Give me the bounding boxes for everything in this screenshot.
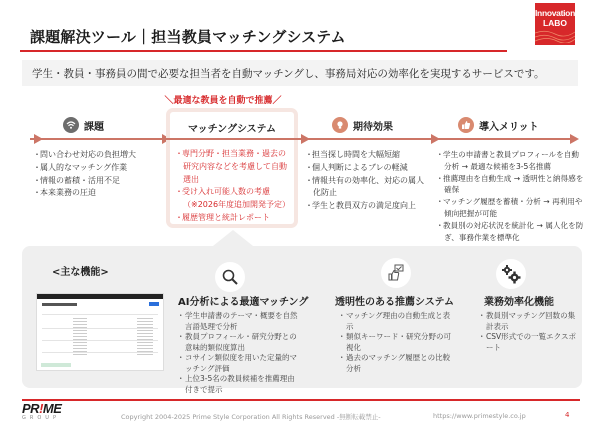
list-item: ・ 情報の蓄積・活用不足 bbox=[33, 175, 163, 188]
column-title: 導入メリット bbox=[479, 121, 539, 133]
list-item: ・ 教員別マッチング回数の集計表示 bbox=[477, 311, 577, 332]
column-title: 期待効果 bbox=[353, 121, 393, 133]
list-item: ・ 問い合わせ対応の負担増大 bbox=[33, 149, 163, 162]
wave-decoration-icon bbox=[535, 27, 575, 43]
list-item: ・ 受け入れ可能人数の考慮（※2026年度追加開発予定） bbox=[175, 186, 293, 212]
logo-mark: ! bbox=[39, 401, 43, 416]
list-item: ・ 属人的なマッチング作業 bbox=[33, 162, 163, 175]
page-title: 課題解決ツール｜担当教員マッチングシステム bbox=[30, 28, 346, 46]
arrow-head-icon bbox=[570, 134, 579, 144]
page-number: 4 bbox=[565, 411, 570, 419]
feature-bullets bbox=[477, 311, 577, 353]
list-item: ・ 類似キーワード・研究分野の可視化 bbox=[337, 332, 457, 353]
column-heading-benefits bbox=[458, 116, 539, 134]
subtitle-bar bbox=[22, 60, 578, 86]
feature-title: AI分析による最適マッチング bbox=[178, 297, 309, 308]
innovation-labo-logo bbox=[535, 3, 575, 45]
list-item: ・ 学生の申請書と教員プロフィールを自動分析 → 最適な候補を3-5名推薦 bbox=[436, 149, 584, 173]
list-item: ・ コサイン類似度を用いた定量的マッチング評価 bbox=[176, 353, 301, 374]
prime-group-logo bbox=[22, 402, 61, 422]
benefits-list bbox=[436, 149, 584, 243]
list-item: ・ 情報共有の効率化、対応の属人化防止 bbox=[305, 175, 428, 201]
arrow-head-icon bbox=[431, 134, 440, 144]
effects-list bbox=[305, 149, 428, 213]
list-item: ・ 学生申請書のテーマ・概要を自然言語処理で分析 bbox=[176, 311, 301, 332]
gears-icon bbox=[496, 259, 526, 289]
column-heading-issues bbox=[63, 116, 104, 134]
logo-subtext: GROUP bbox=[22, 415, 60, 421]
list-item: ・ 推薦理由を自動生成 → 透明性と納得感を確保 bbox=[436, 173, 584, 197]
magnifier-icon bbox=[215, 262, 245, 292]
column-title: マッチングシステム bbox=[188, 124, 276, 135]
app-screenshot-thumbnail bbox=[36, 293, 164, 371]
recommendation-callout: ＼最適な教員を自動で推薦／ bbox=[164, 96, 282, 106]
website-url[interactable]: https://www.primestyle.co.jp bbox=[433, 412, 526, 420]
list-item: ・ 履歴管理と統計レポート bbox=[175, 212, 293, 225]
list-item: ・ 過去のマッチング履歴との比較分析 bbox=[337, 353, 457, 374]
matching-system-list bbox=[175, 148, 293, 225]
thumbs-up-icon bbox=[458, 117, 474, 133]
list-item: ・ 上位3-5名の教員候補を推薦理由付きで提示 bbox=[176, 374, 301, 395]
arrow-head-icon bbox=[301, 134, 310, 144]
logo-line-2: LABO bbox=[542, 18, 568, 28]
list-item: ・ 本来業務の圧迫 bbox=[33, 187, 163, 200]
thumbs-up-check-icon bbox=[381, 258, 411, 288]
logo-text: PR bbox=[22, 401, 40, 416]
list-item: ・ 専門分野・担当業務・過去の研究内容などを考慮して自動選出 bbox=[175, 148, 293, 186]
panel-pointer bbox=[213, 230, 253, 246]
logo-line-1: Innovation bbox=[535, 8, 575, 18]
issues-list bbox=[33, 149, 163, 200]
subtitle-text: 学生・教員・事務員の間で必要な担当者を自動マッチングし、事務局対応の効率化を実現するサービスです。 bbox=[32, 68, 545, 80]
wifi-signal-icon bbox=[63, 117, 79, 133]
arrow-head-icon bbox=[34, 134, 43, 144]
list-item: ・ マッチング理由の自動生成と表示 bbox=[337, 311, 457, 332]
title-divider bbox=[20, 50, 507, 52]
list-item: ・ 担当探し時間を大幅短縮 bbox=[305, 149, 428, 162]
list-item: ・ マッチング履歴を蓄積・分析 → 再利用や傾向把握が可能 bbox=[436, 196, 584, 220]
list-item: ・ 教員プロフィール・研究分野との意味的類似度算出 bbox=[176, 332, 301, 353]
features-label: <主な機能> bbox=[52, 267, 109, 278]
matching-system-box bbox=[166, 108, 298, 228]
list-item: ・ 学生と教員双方の満足度向上 bbox=[305, 200, 428, 213]
flow-arrow-line-overlay bbox=[166, 138, 298, 140]
lightbulb-icon bbox=[332, 117, 348, 133]
feature-title: 業務効率化機能 bbox=[484, 297, 554, 308]
footer-divider bbox=[22, 399, 580, 401]
list-item: ・ 個人判断によるブレの軽減 bbox=[305, 162, 428, 175]
column-title: 課題 bbox=[84, 121, 104, 133]
list-item: ・ CSV形式での一覧エクスポート bbox=[477, 332, 577, 353]
feature-title: 透明性のある推薦システム bbox=[335, 297, 454, 308]
list-item: ・ 教員別の対応状況を統計化 → 属人化を防ぎ、事務作業を標準化 bbox=[436, 220, 584, 244]
logo-text: ME bbox=[42, 401, 62, 416]
feature-bullets bbox=[176, 311, 301, 395]
column-heading-effects bbox=[332, 116, 393, 134]
copyright-text: Copyright 2004-2025 Prime Style Corporation All Rights Reserved -無断転載禁止- bbox=[121, 413, 381, 421]
feature-bullets bbox=[337, 311, 457, 374]
